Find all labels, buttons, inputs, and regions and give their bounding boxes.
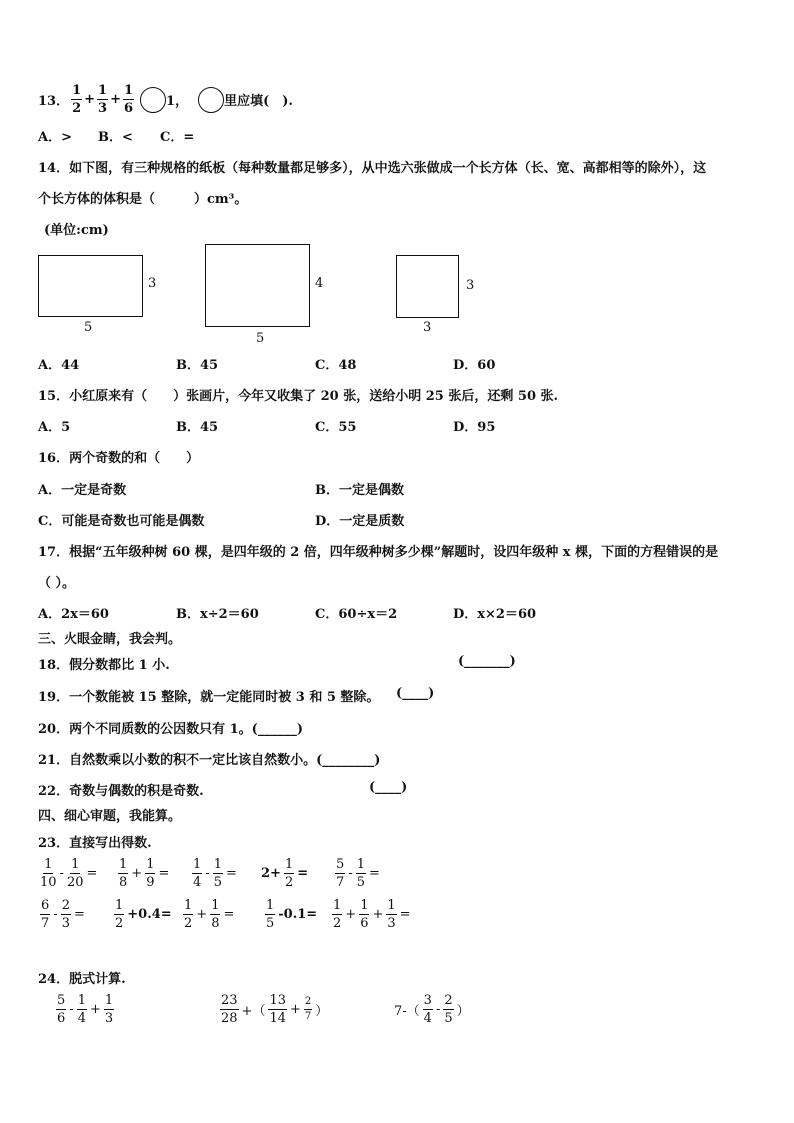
operator: + — [131, 866, 143, 881]
numerator: 1 — [119, 857, 128, 872]
numerator: 1 — [333, 898, 342, 913]
numerator: 1 — [146, 857, 155, 872]
q17-text-line-1: 17．根据“五年级种树 60 棵，是四年级的 2 倍，四年级种树多少棵”解题时，设四年级种 x 棵，下面的方程错误的是 — [38, 545, 719, 560]
denominator: 2 — [115, 916, 124, 931]
denominator: 7 — [304, 1011, 312, 1022]
equals: = — [368, 866, 380, 881]
q13-tail: 里应填( ). — [224, 94, 293, 109]
fraction — [77, 994, 87, 1025]
q14-text-line-1: 14．如下图，有三种规格的纸板（每种数量都足够多），从中选六张做成一个长方体（长、宽、高都相等的除外），这 — [38, 161, 707, 176]
q14-unit-label: (单位:cm) — [44, 223, 109, 238]
q16-option-c[interactable]: C．可能是奇数也可能是偶数 — [38, 514, 205, 529]
numerator: 1 — [360, 898, 369, 913]
q20-text[interactable]: 20．两个不同质数的公因数只有 1。(______) — [38, 722, 303, 737]
q24-calc-2 — [218, 994, 329, 1025]
denominator: 7 — [336, 875, 345, 890]
operator: +（ — [241, 1004, 266, 1019]
numerator: 1 — [213, 857, 222, 872]
fraction — [40, 858, 57, 889]
fraction — [443, 994, 453, 1025]
denominator: 4 — [77, 1011, 86, 1026]
numerator: 1 — [115, 898, 124, 913]
fraction — [67, 858, 84, 889]
lead-term: 7-（ — [394, 1004, 420, 1019]
numerator: 1 — [124, 83, 134, 98]
q22-answer-blank[interactable]: (____) — [369, 780, 408, 795]
denominator: 5 — [356, 875, 365, 890]
q13-option-a[interactable]: A．> — [38, 130, 72, 145]
operator: + — [196, 907, 208, 922]
q18-answer-blank[interactable]: (_______) — [458, 654, 516, 669]
q16-option-b[interactable]: B．一定是偶数 — [315, 483, 404, 498]
fraction — [268, 994, 287, 1025]
q14-option-b[interactable]: B．45 — [176, 358, 219, 373]
q23-expr-10 — [330, 899, 412, 930]
q23-title: 23．直接写出得数. — [38, 836, 152, 851]
q15-text: 15．小红原来有（ ）张画片，今年又收集了 20 张，送给小明 25 张后，还剩 50 张. — [38, 389, 559, 404]
q16-text: 16．两个奇数的和（ ） — [38, 451, 200, 466]
numerator: 2 — [61, 898, 70, 913]
numerator: 1 — [44, 857, 53, 872]
denominator: 3 — [104, 1011, 114, 1026]
denominator: 8 — [211, 916, 220, 931]
fraction — [183, 899, 193, 930]
q14-option-d[interactable]: D．60 — [453, 358, 496, 373]
numerator: 1 — [266, 898, 275, 913]
denominator: 6 — [124, 101, 134, 116]
q17-option-a[interactable]: A．2x＝60 — [38, 607, 109, 622]
tail-term: -0.1= — [278, 907, 318, 922]
q16-option-d[interactable]: D．一定是质数 — [315, 514, 405, 529]
denominator: 3 — [387, 916, 396, 931]
numerator: 1 — [387, 898, 396, 913]
q22-text: 22．奇数与偶数的积是奇数. — [38, 784, 204, 799]
q17-option-c[interactable]: C．60÷x＝2 — [315, 607, 398, 622]
operator: - — [59, 866, 64, 881]
denominator: 7 — [41, 916, 50, 931]
q23-expr-1 — [38, 858, 98, 889]
cardboard-5x4-height: 4 — [315, 276, 324, 291]
q13-line — [38, 84, 293, 115]
denominator: 3 — [98, 101, 108, 116]
equals: = — [73, 907, 85, 922]
equals: = — [225, 866, 237, 881]
fraction — [356, 858, 366, 889]
fraction — [145, 858, 155, 889]
q19-text: 19．一个数能被 15 整除，就一定能同时被 3 和 5 整除。 — [38, 690, 380, 705]
numerator: 3 — [423, 993, 432, 1008]
fraction — [210, 899, 220, 930]
tail-term: +0.4= — [127, 907, 172, 922]
equals: = — [297, 866, 309, 881]
numerator: 2 — [304, 997, 312, 1010]
q23-expr-8 — [181, 899, 235, 930]
section-3-heading: 三、火眼金睛，我会判。 — [38, 632, 182, 647]
q23-expr-7 — [112, 899, 173, 930]
q15-option-d[interactable]: D．95 — [453, 420, 496, 435]
q13-fraction-1 — [71, 84, 82, 115]
denominator: 14 — [269, 1011, 286, 1026]
numerator: 1 — [98, 83, 108, 98]
numerator: 1 — [104, 993, 114, 1008]
fraction — [192, 858, 202, 889]
denominator: 2 — [72, 101, 82, 116]
q23-expr-2 — [116, 858, 170, 889]
operator: + — [345, 907, 357, 922]
numerator: 1 — [184, 898, 193, 913]
fraction — [265, 899, 275, 930]
denominator: 2 — [284, 875, 294, 890]
plus-sign: + — [110, 92, 121, 107]
q17-text-line-2: （ ）。 — [38, 576, 76, 591]
denominator: 5 — [444, 1011, 453, 1026]
cardboard-5x4 — [205, 244, 310, 327]
q15-option-b[interactable]: B．45 — [176, 420, 219, 435]
fraction — [335, 858, 345, 889]
equals: = — [223, 907, 235, 922]
lead-term: 2+ — [261, 866, 281, 881]
denominator: 6 — [360, 916, 369, 931]
fraction — [56, 994, 66, 1025]
close-paren: ） — [315, 1004, 329, 1019]
cardboard-3x3 — [396, 255, 459, 318]
q24-title: 24．脱式计算. — [38, 972, 126, 987]
numerator: 2 — [444, 993, 453, 1008]
cardboard-5x3-width: 5 — [84, 320, 93, 335]
denominator: 2 — [333, 916, 342, 931]
fraction — [213, 858, 223, 889]
operator: - — [205, 866, 210, 881]
q13-fraction-2 — [97, 84, 108, 115]
q23-expr-6 — [38, 899, 86, 930]
operator: + — [290, 1002, 301, 1017]
close-paren: ） — [456, 1004, 470, 1019]
answer-circle-icon[interactable] — [140, 87, 166, 113]
fraction — [40, 899, 50, 930]
numerator: 6 — [41, 898, 50, 913]
q13-number: 13． — [38, 94, 70, 109]
operator: + — [372, 907, 384, 922]
numerator: 1 — [356, 857, 365, 872]
q19-answer-blank[interactable]: (____) — [396, 686, 435, 701]
q15-option-c[interactable]: C．55 — [315, 420, 357, 435]
plus-sign: + — [84, 92, 96, 107]
numerator: 13 — [269, 993, 286, 1008]
fraction — [61, 899, 71, 930]
operator: + — [89, 1002, 101, 1017]
denominator: 3 — [61, 916, 70, 931]
equals: = — [158, 866, 170, 881]
q23-expr-5 — [333, 858, 381, 889]
q21-text[interactable]: 21．自然数乘以小数的积不一定比该自然数小。(________) — [38, 753, 381, 768]
q23-expr-4 — [260, 858, 309, 889]
operator: - — [53, 907, 58, 922]
denominator: 2 — [184, 916, 193, 931]
numerator: 5 — [336, 857, 345, 872]
equals: = — [86, 866, 98, 881]
denominator: 8 — [119, 875, 128, 890]
fraction — [284, 858, 294, 889]
denominator: 4 — [193, 875, 202, 890]
numerator: 1 — [193, 857, 202, 872]
q17-option-d[interactable]: D．x×2＝60 — [453, 607, 537, 622]
denominator: 4 — [423, 1011, 432, 1026]
equals: = — [399, 907, 411, 922]
denominator: 9 — [146, 875, 155, 890]
cardboard-5x3-height: 3 — [148, 276, 157, 291]
fraction — [304, 997, 312, 1022]
numerator: 1 — [211, 898, 220, 913]
q14-option-a[interactable]: A．44 — [38, 358, 80, 373]
q23-expr-9 — [263, 899, 318, 930]
fraction — [423, 994, 433, 1025]
operator: - — [435, 1002, 441, 1017]
denominator: 10 — [40, 875, 57, 890]
numerator: 1 — [77, 993, 86, 1008]
operator: - — [69, 1002, 74, 1017]
q17-option-b[interactable]: B．x÷2＝60 — [176, 607, 259, 622]
q14-option-c[interactable]: C．48 — [315, 358, 357, 373]
q24-calc-1 — [54, 994, 116, 1025]
q23-expr-3 — [190, 858, 238, 889]
fraction — [359, 899, 369, 930]
numerator: 1 — [72, 83, 82, 98]
answer-circle-icon — [198, 87, 224, 113]
numerator: 1 — [284, 857, 294, 872]
numerator: 1 — [71, 857, 80, 872]
q14-text-line-2: 个长方体的体积是（ ）cm³。 — [38, 192, 248, 207]
denominator: 5 — [213, 875, 222, 890]
cardboard-3x3-width: 3 — [423, 320, 432, 335]
denominator: 20 — [66, 875, 84, 890]
q13-mid: 1， — [166, 94, 189, 109]
fraction — [104, 994, 114, 1025]
denominator: 6 — [57, 1011, 66, 1026]
denominator: 28 — [221, 1011, 238, 1026]
cardboard-5x4-width: 5 — [256, 331, 265, 346]
q13-fraction-3 — [123, 84, 134, 115]
section-4-heading: 四、细心审题，我能算。 — [38, 809, 182, 824]
q24-calc-3 — [393, 994, 471, 1025]
operator: - — [348, 866, 353, 881]
cardboard-3x3-height: 3 — [466, 278, 475, 293]
fraction — [220, 994, 239, 1025]
fraction — [114, 899, 124, 930]
cardboard-5x3 — [38, 255, 143, 317]
q16-option-a[interactable]: A．一定是奇数 — [38, 483, 127, 498]
numerator: 5 — [57, 993, 66, 1008]
q18-text: 18．假分数都比 1 小. — [38, 658, 170, 673]
numerator: 23 — [221, 993, 238, 1008]
fraction — [118, 858, 128, 889]
q15-option-a[interactable]: A．5 — [38, 420, 71, 435]
fraction — [386, 899, 396, 930]
fraction — [332, 899, 342, 930]
denominator: 5 — [266, 916, 275, 931]
q13-option-b[interactable]: B．< — [98, 130, 133, 145]
q13-option-c[interactable]: C．= — [160, 130, 195, 145]
